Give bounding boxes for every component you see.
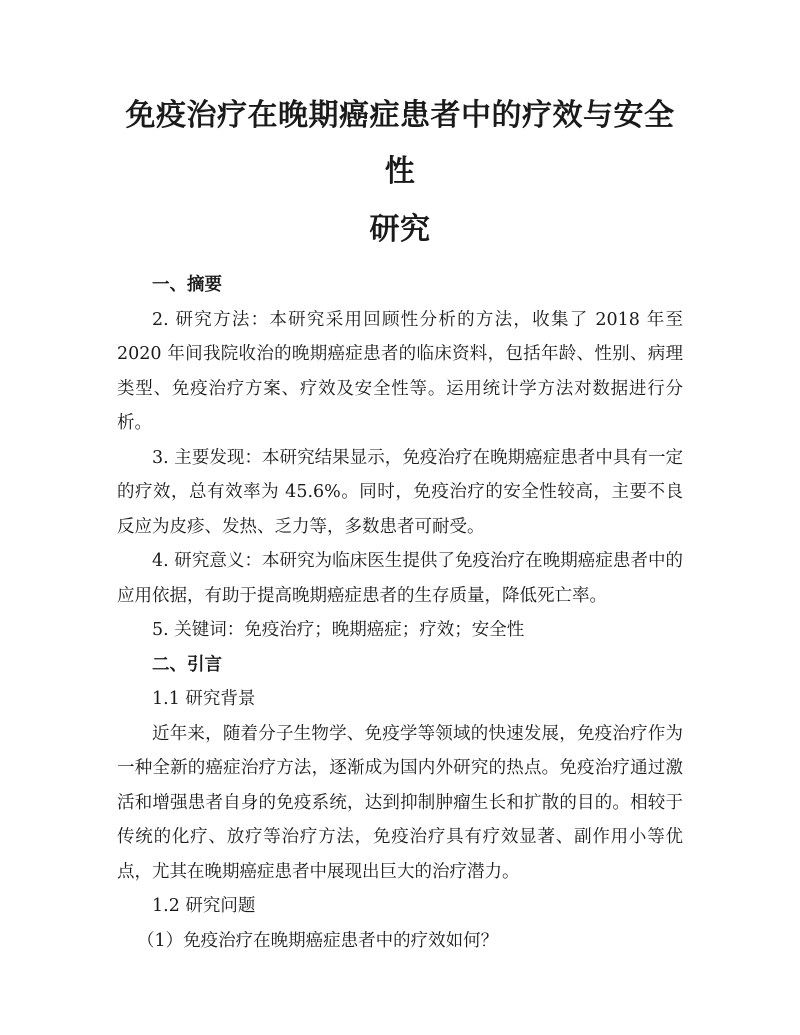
background-paragraph: 近年来，随着分子生物学、免疫学等领域的快速发展，免疫治疗作为一种全新的癌症治疗方法，逐渐成为国内外研究的热点。免疫治疗通过激活和增强患者自身的免疫系统，达到抑制肿瘤生长和扩散的目的。相较于传统的化疗、放疗等治疗方法，免疫治疗具有疗效显著、副作用小等优点，尤其在晚期癌症患者中展现出巨大的治疗潜力。 (117, 723, 683, 882)
abstract-item-significance: 4. 研究意义：本研究为临床医生提供了免疫治疗在晚期癌症患者中的应用依据，有助于提高晚期癌症患者的生存质量，降低死亡率。 (117, 551, 683, 606)
abstract-heading: 一、摘要 (152, 275, 222, 295)
abstract-item-findings: 3. 主要发现：本研究结果显示，免疫治疗在晚期癌症患者中具有一定的疗效，总有效率为 45.6%。同时，免疫治疗的安全性较高，主要不良反应为皮疹、发热、乏力等，多数患者可耐受。 (117, 447, 683, 537)
abstract-item-keywords: 5. 关键词：免疫治疗；晚期癌症；疗效；安全性 (152, 620, 525, 640)
research-question-1: （1）免疫治疗在晚期癌症患者中的疗效如何？ (137, 930, 499, 951)
title-line-1: 免疫治疗在晚期癌症患者中的疗效与安全性 (125, 98, 675, 189)
background-heading: 1.1 研究背景 (152, 689, 256, 709)
abstract-item-methods: 2. 研究方法：本研究采用回顾性分析的方法，收集了 2018 年至 2020 年间我院收治的晚期癌症患者的临床资料，包括年龄、性别、病理类型、免疫治疗方案、疗效及安全性等。运用统计学方法对数据进行分析。 (117, 309, 683, 433)
title-line-2: 研究 (369, 212, 431, 247)
intro-heading: 二、引言 (152, 654, 222, 675)
document-title (117, 88, 683, 258)
research-question-heading: 1.2 研究问题 (152, 896, 256, 916)
